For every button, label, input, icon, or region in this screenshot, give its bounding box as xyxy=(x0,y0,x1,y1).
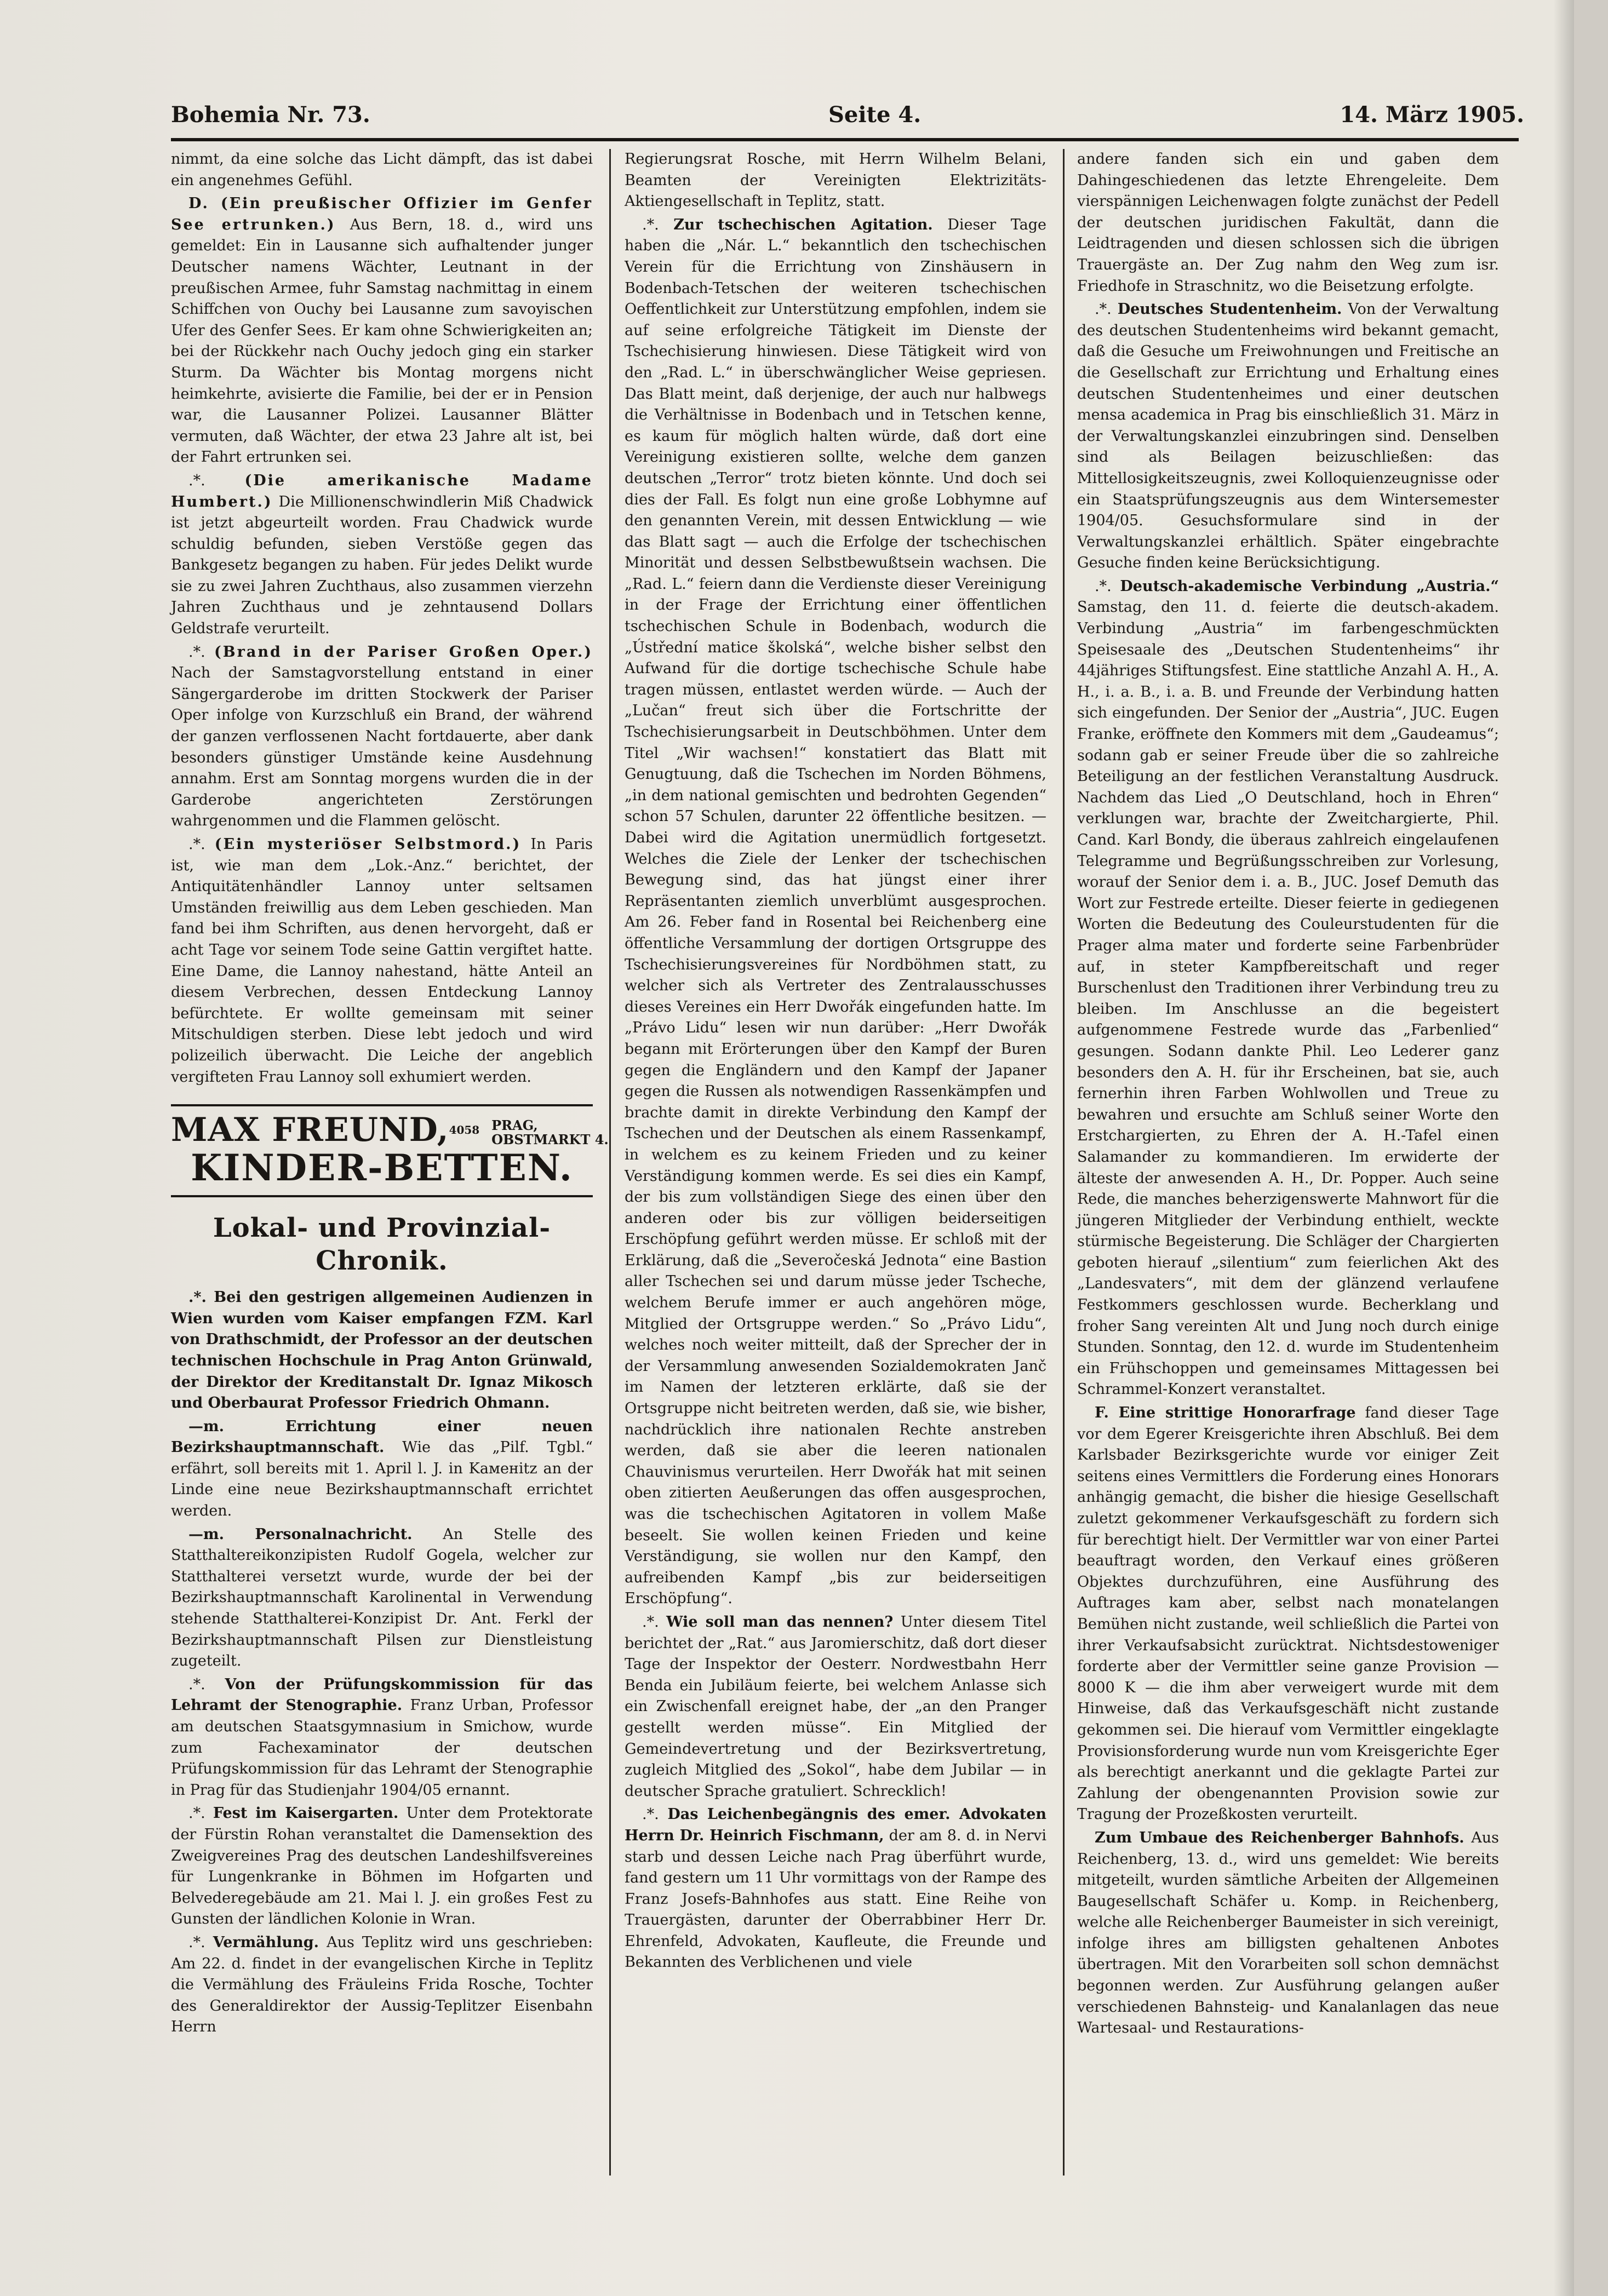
article-audiences: .*. Bei den gestrigen allgemeinen Audienzen in Wien wurden vom Kaiser empfangen FZM. Karl von Drathschmidt, der Professor an der deutschen technischen Hochschule in Prag Anton Grünwald, der Direktor der Kreditanstalt Dr. Ignaz Mikosch und Oberbaurat Professor Friedrich Ohmann. xyxy=(171,1289,593,1412)
column-rule-1 xyxy=(609,149,611,2176)
article-stenography-commission: .*. Von der Prüfungskommission für das Lehramt der Stenographie. Franz Urban, Professor am deutschen Staatsgymnasium in Smichow, wurde zum Fachexaminator der deutschen Prüfungskommission für das Lehramt der Stenographie in Prag für das Studienjahr 1904/05 ernannt. xyxy=(171,1675,593,1799)
article-body: fand dieser Tage vor dem Egerer Kreisgerichte ihren Abschluß. Bei dem Karlsbader Bezirksgerichte wurde vor einiger Zeit seitens eines Vermittlers die Forderung eines Honorars anhängig gemacht, die bisher die hiesige Gesellschaft zuletzt gekommener Verkaufsgeschäft zu fordern sich für berechtigt hielt. Der Vermittler war von einer Partei beauftragt worden, den Verkauf eines größeren Objektes durchzuführen, eine Ausführung des Auftrages kam aber, selbst nach monatelangen Bemühen nicht zustande, weil schließlich die Partei von ihrer Verkaufsabsicht zurücktrat. Nichtsdestoweniger forderte aber der Vermittler seine ganze Provision — 8000 K — die ihm aber verweigert wurde mit dem Hinweise, daß das Verkaufsgeschäft nicht zustande gekommen sei. Die hierauf vom Vermittler eingeklagte Provisionsforderung wurde nun vom Kreisgerichte Eger als berechtigt anerkannt und die geklagte Partei zur Zahlung der obengenannten Provision sowie zur Tragung der Prozeßkosten verurteilt. xyxy=(1077,1404,1500,1823)
article-heading: D. (Ein preußischer Offizier im Genfer See ertrunken.) xyxy=(171,195,593,233)
article-kaisergarten-fest: .*. Fest im Kaisergarten. Unter dem Protektorate der Fürstin Rohan veranstaltet die Damensektion des Zweigvereines Prag des deutschen Landeshilfsvereines für Lungenkranke in Böhmen im Hofgarten und Belvederegebäude am 21. Mai l. J. ein großes Fest zu Gunsten der ländlichen Kolonie in Wran. xyxy=(171,1805,593,1928)
article-body: Unter diesem Titel berichtet der „Rat.“ aus Jaromierschitz, daß dort dieser Tage der Inspektor der Oesterr. Nordwestbahn Herr Benda ein Jubiläum feierte, bei welchem Anlasse sich ein Zwischenfall ereignet habe, der „an den Pranger gestellt werden müsse“. Ein Mitglied der Gemeindevertretung und der Bezirksvertretung, zugleich Mitglied des „Sokol“, habe dem Jubilar — in deutscher Sprache gratuliert. Schrecklich! xyxy=(625,1613,1046,1800)
column-rule-2 xyxy=(1063,149,1065,2176)
article-reichenberg-station xyxy=(1077,1828,1499,2039)
article-czech-agitation: .*. Zur tschechischen Agitation. Dieser Tage haben die „Nár. L.“ bekanntlich den tschechischen Verein für die Errichtung von Zinshäusern in Bodenbach-Tetschen der weiteren tschechischen Oeffentlichkeit zur Unterstützung empfohlen, indem sie auf seine erfolgreiche Tätigkeit im Dienste der Tschechisierung hinwiesen. Diese Tätigkeit wird von den „Rad. L.“ in überschwänglicher Weise gepriesen. Das Blatt meint, daß derjenige, der auch nur halbwegs die Verhältnisse in Bodenbach und in Tetschen kenne, es kaum für möglich halten würde, daß dort eine Vereinigung existieren sollte, welche dem ganzen deutschen „Terror“ trotz bieten könnte. Und doch sei dies der Fall. Es folgt nun eine große Lobhymne auf den genannten Verein, mit dessen Entwicklung — wie das Blatt sagt — auch die Erfolge der tschechischen Minorität und dessen Selbstbewußtsein wachsen. Die „Rad. L.“ feiern dann die Verdienste dieser Vereinigung in der Frage der Errichtung einer öffentlichen tschechischen Schule in Bodenbach, wodurch die „Ústřední matice školská“, welche bisher selbst den Aufwand für die dortige tschechische Schule habe tragen müssen, entlastet werden würde. — Auch der „Lučan“ freut sich über die Fortschritte der Tschechisierungsarbeit in Deutschböhmen. Unter dem Titel „Wir wachsen!“ konstatiert das Blatt mit Genugtuung, daß die Tschechen im Norden Böhmens, „in dem national gemischten und bedrohten Gegenden“ schon 57 Schulen, darunter 22 öffentliche besitzen. — Dabei wird die Agitation unermüdlich fortgesetzt. Welches die Ziele der Lenker der tschechischen Bewegung sind, das hat jüngst einer ihrer Repräsentanten ziemlich unverblümt ausgesprochen. Am 26. Feber fand in Rosental bei Reichenberg eine öffentliche Versammlung der dortigen Ortsgruppe des Tschechisierungsvereines für Nordböhmen statt, zu welcher sich als Vertreter des Zentralausschusses dieses Vereines ein Herr Dwořák eingefunden hatte. Im „Právo Lidu“ lesen wir nun darüber: „Herr Dwořák begann mit Erörterungen über den Kampf der Buren gegen die Engländern und den Kampf der Japaner gegen die Russen als notwendigen Rassenkämpfen und brachte damit in direkte Verbindung den Kampf der Tschechen und der Deutschen als einem Rassenkampf, in welchem es zu keinem Frieden und zu keiner Verständigung kommen werde. Es sei dies ein Kampf, der bis zum vollständigen Siege des einen über den anderen oder bis zur völligen beiderseitigen Erschöpfung geführt werden müsse. Er schloß mit der Erklärung, daß die „Severočeská Jednota“ eine Bastion aller Tschechen sei und darum müsse jeder Tscheche, welchem Berufe immer er auch angehören möge, Mitglied der Ortsgruppe werden.“ So „Právo Lidu“, welches noch weiter mitteilt, daß der Sprecher der in der Versammlung anwesenden Sozialdemokraten Janč im Namen der letzteren erklärte, daß sie der Ortsgruppe nicht beitreten werden, daß sie, wie bisher, nachdrücklich ihre nationalen Rechte anstreben werden, daß sie aber die leeren nationalen Chauvinismus verurteilen. Herr Dwořák hat mit seinen oben zitierten Aeußerungen das offen ausgesprochen, was die tschechischen Agitatoren in vollem Maße beseelt. Sie wollen keinen Frieden und keine Verständigung, sie wollen nur den Kampf, den aufreibenden Kampf „bis zur beiderseitigen Erschöpfung“. xyxy=(625,216,1047,1608)
article-heading: (Brand in der Pariser Großen Oper.) xyxy=(214,643,593,661)
header-rule xyxy=(171,138,1519,141)
section-title-local-chronicle: Lokal- und Provinzial-Chronik. xyxy=(213,1213,551,1277)
article-heading: (Ein mysteriöser Selbstmord.) xyxy=(214,836,522,853)
article-heading: (Die amerikanische Madame Humbert.) xyxy=(171,472,593,510)
article-body: Aus Teplitz wird uns geschrieben: Am 22. d. findet in der evangelischen Kirche in Teplitz die Vermählung des Fräuleins Frida Rosche, Tochter des Generaldirektor der Aussig-Teplitzer Eisenbahn Herrn xyxy=(171,1933,593,2036)
article-mysterious-suicide: .*. (Ein mysteriöser Selbstmord.) In Paris ist, wie man dem „Lok.-Anz.“ berichtet, der Antiquitätenhändler Lannoy unter seltsamen Umständen freiwillig aus dem Leben geschieden. Man fand bei ihm Schriften, aus denen hervorgeht, daß er acht Tage vor seinem Tode seine Gattin vergiftet hatte. Eine Dame, die Lannoy nahestand, hätte Anteil an diesem Verbrechen, dessen Entdeckung Lannoy befürchtete. Er wollte gemeinsam mit seiner Mitschuldigen sterben. Diese lebt jedoch und wird polizeilich überwacht. Die Leiche der angeblich vergifteten Frau Lannoy soll exhumiert werden. xyxy=(171,836,593,1086)
article-heading: Vermählung. xyxy=(213,1933,319,1951)
article-heading: F. Eine strittige Honorarfrage xyxy=(1095,1404,1356,1422)
article-funeral: .*. Das Leichenbegängnis des emer. Advokaten Herrn Dr. Heinrich Fischmann, der am 8. d. in Nervi starb und dessen Leiche nach Prag überführt wurde, fand gestern um 11 Uhr vormittags von der Rampe des Franz Josefs-Bahnhofes aus statt. Eine Reihe von Trauergästen, darunter der Oberrabbiner Herr Dr. Ehrenfeld, Advokaten, Kaufleute, die Freunde und Bekannten des Verblichenen und viele xyxy=(625,1806,1047,1971)
article-body: Aus Bern, 18. d., wird uns gemeldet: Ein in Lausanne sich aufhaltender junger Deutscher namens Wächter, Leutnant in der preußischen Armee, fuhr Samstag nachmittag in einem Schiffchen von Ouchy bei Lausanne zum savoyischen Ufer des Genfer Sees. Er kam ohne Schwierigkeiten an; bei der Rückkehr nach Ouchy jedoch ging ein starker Sturm. Da Wächter bis Montag morgens nicht heimkehrte, avisierte die Familie, bei der er in Pension war, die Lausanner Polizei. Lausanner Blätter vermuten, daß Wächter, der etwa 23 Jahre alt ist, bei der Fahrt ertrunken sei. xyxy=(171,216,593,466)
article-body: Die Millionenschwindlerin Miß Chadwick ist jetzt abgeurteilt worden. Frau Chadwick wurde schuldig befunden, sieben Verstöße gegen das Bankgesetz begangen zu haben. Für jedes Delikt wurde sie zu zwei Jahren Zuchthaus, also zusammen vierzehn Jahren Zuchthaus und je zehntausend Dollars Geldstrafe verurteilt. xyxy=(171,493,593,638)
advertisement-max-freund xyxy=(171,1104,609,1197)
article-heading: Fest im Kaisergarten. xyxy=(213,1805,399,1822)
ad-address-city: PRAG, xyxy=(491,1117,538,1133)
article-heading: Zum Umbaue des Reichenberger Bahnhofs. xyxy=(1095,1829,1464,1846)
page-header xyxy=(171,102,1524,140)
article-body: Wie das „Pilf. Tgbl.“ erfährt, soll bereits mit 1. April l. J. in Kaменitz an der Linde eine neue Bezirkshauptmannschaft errichtet werden. xyxy=(171,1439,593,1520)
scan-border xyxy=(1574,0,1608,2296)
article-what-to-call-it: .*. Wie soll man das nennen? Unter diesem Titel berichtet der „Rat.“ aus Jaromierschitz, daß dort dieser Tage der Inspektor der Oesterr. Nordwestbahn Herr Benda ein Jubiläum feierte, bei welchem Anlasse sich ein Zwischenfall ereignet habe, der „an den Pranger gestellt werden müsse“. Ein Mitglied der Gemeindevertretung und der Bezirksvertretung, zugleich Mitglied des „Sokol“, habe dem Jubilar — in deutscher Sprache gratuliert. Schrecklich! xyxy=(625,1613,1046,1800)
ad-number: 4058 xyxy=(449,1123,480,1137)
article-austria-fraternity: .*. Deutsch-akademische Verbindung „Austria.“ Samstag, den 11. d. feierte die deutsch-akadem. Verbindung „Austria“ im farbengeschmückten Speisesaale des „Deutschen Studentenheims“ ihr 44jähriges Stiftungsfest. Eine stattliche Anzahl A. H., A. H., i. a. B., i. a. B. und Freunde der Verbindung hatten sich eingefunden. Der Senior der „Austria“, JUC. Eugen Franke, eröffnete den Kommers mit dem „Gaudeamus“; sodann gab er seiner Freude über die so zahlreiche Beteiligung an der festlichen Veranstaltung Ausdruck. Nachdem das Lied „O Deutschland, hoch in Ehren“ verklungen war, brachte der Zweitchargierte, Phil. Cand. Karl Bondy, die überaus zahlreich eingelaufenen Telegramme und Begrüßungsschreiben zur Vorlesung, worauf der Senior dem i. a. B., JUC. Josef Demuth das Wort zur Festrede erteilte. Dieser feierte in gediegenen Worten die Bedeutung des Couleurstudenten für die Prager alma mater und forderte seine Farbenbrüder auf, in steter Kampfbereitschaft und reger Burschenlust den Traditionen ihrer Verbindung treu zu bleiben. Im Anschlusse an die begeistert aufgenommene Festrede wurde das „Farbenlied“ gesungen. Sodann dankte Phil. Leo Lederer ganz besonders den A. H. für ihr Erscheinen, bat sie, auch fernerhin ihren Farben Wohlwollen und Treue zu bewahren und ersuchte am Schluß seiner Worte den Erstchargierten, zu Ehren der A. H.-Tafel einen Salamander zu kommandieren. Im erwiderte der älteste der anwesenden A. H., Dr. Popper. Auch seine Rede, die manches beherzigenswerte Mahnwort für die jüngeren Mitglieder der Verbindung enthielt, weckte stürmische Begeisterung. Die Schläger der Chargierten geboten hierauf „silentium“ zum feierlichen Akt des „Landesvaters“, mit dem der glänzend verlaufene Festkommers geschlossen wurde. Becherklang und froher Sang vereinten Alt und Jung noch durch einige Stunden. Sonntag, den 12. d. wurde im Studentenheim ein Frühschoppen und gemeinsames Mittagessen bei Schrammel-Konzert veranstaltet. xyxy=(1077,577,1499,1398)
article-student-home: .*. Deutsches Studentenheim. Von der Verwaltung des deutschen Studentenheims wird bekannt gemacht, daß die Gesuche um Freiwohnungen und Freitische an die Gesellschaft zur Errichtung und Erhaltung eines deutschen Studentenheimes und einer deutschen mensa academica in Prag bis einschließlich 31. März in der Verwaltungskanzlei einzubringen sind. Denselben sind als Beilagen beizuschließen: das Mittellosigkeitszeugnis, zwei Kolloquienzeugnisse oder ein Staatsprüfungszeugnis aus dem Wintersemester 1904/05. Gesuchsformulare sind in der Verwaltungskanzlei erhältlich. Später eingebrachte Gesuche finden keine Berücksichtigung. xyxy=(1077,301,1499,572)
article-body: Samstag, den 11. d. feierte die deutsch-akadem. Verbindung „Austria“ im farbengeschmückten Speisesaale des „Deutschen Studentenheims“ ihr 44jähriges Stiftungsfest. Eine stattliche Anzahl A. H., A. H., i. a. B., i. a. B. und Freunde der Verbindung hatten sich eingefunden. Der Senior der „Austria“, JUC. Eugen Franke, eröffnete den Kommers mit dem „Gaudeamus“; sodann gab er seiner Freude über die so zahlreiche Beteiligung an der festlichen Veranstaltung Ausdruck. Nachdem das Lied „O Deutschland, hoch in Ehren“ verklungen war, brachte der Zweitchargierte, Phil. Cand. Karl Bondy, die überaus zahlreich eingelaufenen Telegramme und Begrüßungsschreiben zur Vorlesung, worauf der Senior dem i. a. B., JUC. Josef Demuth das Wort zur Festrede erteilte. Dieser feierte in gediegenen Worten die Bedeutung des Couleurstudenten für die Prager alma mater und forderte seine Farbenbrüder auf, in steter Kampfbereitschaft und reger Burschenlust den Traditionen ihrer Verbindung treu zu bleiben. Im Anschlusse an die begeistert aufgenommene Festrede wurde das „Farbenlied“ gesungen. Sodann dankte Phil. Leo Lederer ganz besonders den A. H. für ihr Erscheinen, bat sie, auch fernerhin ihren Farben Wohlwollen und Treue zu bewahren und ersuchte am Schluß seiner Worte den Erstchargierten, zu Ehren der A. H.-Tafel einen Salamander zu kommandieren. Im erwiderte der älteste der anwesenden A. H., Dr. Popper. Auch seine Rede, die manches beherzigenswerte Mahnwort für die jüngeren Mitglieder der Verbindung enthielt, weckte stürmische Begeisterung. Die Schläger der Chargierten geboten hierauf „silentium“ zum feierlichen Akt des „Landesvaters“, mit dem der glänzend verlaufene Festkommers geschlossen wurde. Becherklang und froher Sang vereinten Alt und Jung noch durch einige Stunden. Sonntag, den 12. d. wurde im Studentenheim ein Frühschoppen und gemeinsames Mittagessen bei Schrammel-Konzert veranstaltet. xyxy=(1077,599,1499,1398)
ad-product: KINDER-BETTEN. xyxy=(191,1146,573,1190)
article-prussian-officer xyxy=(171,193,593,468)
header-date: 14. März 1905. xyxy=(1340,102,1524,128)
article-continuation: andere fanden sich ein und gaben dem Dahingeschiedenen das letzte Ehrengeleite. Dem vierspännigen Leichenwagen folgte zunächst der Pedell der deutschen juridischen Fakultät, dann die Leidtragenden und diesen schlossen sich die übrigen Trauergäste an. Der Zug nahm den Weg zum isr. Friedhofe in Straschnitz, wo die Beisetzung erfolgte. xyxy=(1077,151,1499,295)
article-body: An Stelle des Statthaltereikonzipisten Rudolf Gogela, welcher zur Statthalterei versetzt wurde, wurde der bei der Bezirkshauptmannschaft Karolinental in Verwendung stehende Statthalterei-Konzipist Dr. Ant. Ferkl der Bezirkshauptmannschaft Pilsen zur Dienstleistung zugeteilt. xyxy=(171,1525,593,1670)
article-heading: Wie soll man das nennen? xyxy=(666,1613,894,1631)
article-body: Bei den gestrigen allgemeinen Audienzen in Wien wurden vom Kaiser empfangen FZM. Karl von Drathschmidt, der Professor an der deutschen technischen Hochschule in Prag Anton Grünwald, der Direktor der Kreditanstalt Dr. Ignaz Mikosch und Oberbaurat Professor Friedrich Ohmann. xyxy=(171,1289,593,1412)
column-3 xyxy=(1077,149,1499,2176)
ad-address xyxy=(491,1118,609,1147)
ad-advertiser-name: MAX FREUND, xyxy=(171,1111,449,1150)
article-body: Unter dem Protektorate der Fürstin Rohan veranstaltet die Damensektion des Zweigvereines Prag des deutschen Landeshilfsvereines für Lungenkranke in Böhmen im Hofgarten und Belvederegebäude am 21. Mai l. J. ein großes Fest zu Gunsten der ländlichen Kolonie in Wran. xyxy=(171,1805,593,1928)
article-madame-humbert: .*. (Die amerikanische Madame Humbert.) Die Millionenschwindlerin Miß Chadwick ist jetzt abgeurteilt worden. Frau Chadwick wurde schuldig befunden, sieben Verstöße gegen das Bankgesetz begangen zu haben. Für jedes Delikt wurde sie zu zwei Jahren Zuchthaus, also zusammen vierzehn Jahren Zuchthaus und je zehntausend Dollars Geldstrafe verurteilt. xyxy=(171,472,593,638)
article-heading: Zur tschechischen Agitation. xyxy=(673,216,933,233)
article-district-office xyxy=(171,1416,593,1522)
page-edge-shadow xyxy=(1553,0,1574,2296)
article-fee-dispute xyxy=(1077,1403,1499,1826)
article-body: Dieser Tage haben die „Nár. L.“ bekanntlich den tschechischen Verein für die Errichtung von Zinshäusern in Bodenbach-Tetschen der weiteren tschechischen Oeffentlichkeit zur Unterstützung empfohlen, indem sie auf seine erfolgreiche Tätigkeit im Dienste der Tschechisierung hinwiesen. Diese Tätigkeit wird von den „Rad. L.“ in überschwänglicher Weise gepriesen. Das Blatt meint, daß derjenige, der auch nur halbwegs die Verhältnisse in Bodenbach und in Tetschen kenne, es kaum für möglich halten würde, daß dort eine Vereinigung existieren sollte, welche dem ganzen deutschen „Terror“ trotz bieten könnte. Und doch sei dies der Fall. Es folgt nun eine große Lobhymne auf den genannten Verein, mit dessen Entwicklung — wie das Blatt sagt — auch die Erfolge der tschechischen Minorität und dessen Selbstbewußtsein wachsen. Die „Rad. L.“ feiern dann die Verdienste dieser Vereinigung in der Frage der Errichtung einer öffentlichen tschechischen Schule in Bodenbach, wodurch die „Ústřední matice školská“, welche bisher selbst den Aufwand für die dortige tschechische Schule habe tragen müssen, entlastet werden würde. — Auch der „Lučan“ freut sich über die Fortschritte der Tschechisierungsarbeit in Deutschböhmen. Unter dem Titel „Wir wachsen!“ konstatiert das Blatt mit Genugtuung, daß die Tschechen im Norden Böhmens, „in dem national gemischten und bedrohten Gegenden“ schon 57 Schulen, darunter 22 öffentliche besitzen. — Dabei wird die Agitation unermüdlich fortgesetzt. Welches die Ziele der Lenker der tschechischen Bewegung sind, das hat jüngst einer ihrer Repräsentanten ziemlich unverblümt ausgesprochen. Am 26. Feber fand in Rosental bei Reichenberg eine öffentliche Versammlung der dortigen Ortsgruppe des Tschechisierungsvereines für Nordböhmen statt, zu welcher sich als Vertreter des Zentralausschusses dieses Vereines ein Herr Dwořák eingefunden hatte. Im „Právo Lidu“ lesen wir nun darüber: „Herr Dwořák begann mit Erörterungen über den Kampf der Buren gegen die Engländern und den Kampf der Japaner gegen die Russen als notwendigen Rassenkämpfen und brachte damit in direkte Verbindung den Kampf der Tschechen und der Deutschen als einem Rassenkampf, in welchem es zu keinem Frieden und zu keiner Verständigung kommen werde. Es sei dies ein Kampf, der bis zum vollständigen Siege des einen über den anderen oder bis zur völligen beiderseitigen Erschöpfung geführt werden müsse. Er schloß mit der Erklärung, daß die „Severočeská Jednota“ eine Bastion aller Tschechen sei und darum müsse jeder Tscheche, welchem Berufe immer er auch angehören möge, Mitglied der Ortsgruppe werden.“ So „Právo Lidu“, welches noch weiter mitteilt, daß der Sprecher der in der Versammlung anwesenden Sozialdemokraten Janč im Namen der letzteren erklärte, daß sie der Ortsgruppe nicht beitreten werden, daß sie, wie bisher, nachdrücklich ihre nationalen Rechte anstreben werden, daß sie aber die leeren nationalen Chauvinismus verurteilen. Herr Dwořák hat mit seinen oben zitierten Aeußerungen das offen ausgesprochen, was die tschechischen Agitatoren in vollem Maße beseelt. Sie wollen keinen Frieden und keine Verständigung, sie wollen nur den Kampf, den aufreibenden Kampf „bis zur beiderseitigen Erschöpfung“. xyxy=(625,216,1047,1608)
column-1 xyxy=(171,149,609,2176)
article-continuation: Regierungsrat Rosche, mit Herrn Wilhelm Belani, Beamten der Vereinigten Elektrizitäts-Aktiengesellschaft in Teplitz, statt. xyxy=(625,151,1046,210)
article-body: Aus Reichenberg, 13. d., wird uns gemeldet: Wie bereits mitgeteilt, wurden sämtliche Arbeiten der Allgemeinen Baugesellschaft Schäfer u. Komp. in Reichenberg, welche alle Reichenberger Baumeister in sich vereinigt, infolge ihres am billigsten gehaltenen Anbotes übertragen. Mit den Vorarbeiten soll schon demnächst begonnen werden. Zur Ausführung gelangen außer verschiedenen Bahnsteig- und Kanalanlagen das neue Wartesaal- und Restaurations- xyxy=(1077,1829,1499,2037)
article-heading: Deutsches Studentenheim. xyxy=(1117,301,1342,318)
article-paris-opera-fire: .*. (Brand in der Pariser Großen Oper.) Nach der Samstagvorstellung entstand in einer Sängergarderobe im dritten Stockwerk der Pariser Oper infolge von Kurzschluß ein Brand, der während der ganzen verflossenen Nacht fortdauerte, aber dank besonders günstiger Umstände keine Ausdehnung annahm. Erst am Sonntag morgens wurden die in der Garderobe angerichteten Zerstörungen wahrgenommen und die Flammen gelöscht. xyxy=(171,643,593,830)
article-body: Von der Verwaltung des deutschen Studentenheims wird bekannt gemacht, daß die Gesuche um Freiwohnungen und Freitische an die Gesellschaft zur Errichtung und Erhaltung eines deutschen Studentenheimes und einer deutschen mensa academica in Prag bis einschließlich 31. März in der Verwaltungskanzlei einzubringen sind. Denselben sind als Beilagen beizuschließen: das Mittellosigkeitszeugnis, zwei Kolloquienzeugnisse oder ein Staatsprüfungszeugnis aus dem Wintersemester 1904/05. Gesuchsformulare sind in der Verwaltungskanzlei erhältlich. Später eingebrachte Gesuche finden keine Berücksichtigung. xyxy=(1077,301,1499,572)
column-2 xyxy=(625,149,1046,2176)
article-body: Franz Urban, Professor am deutschen Staatsgymnasium in Smichow, wurde zum Fachexaminator der deutschen Prüfungskommission für das Lehramt der Stenographie in Prag für das Studienjahr 1904/05 ernannt. xyxy=(171,1697,593,1799)
ad-address-street: OBSTMARKT 4. xyxy=(491,1131,609,1147)
header-newspaper-issue: Bohemia Nr. 73. xyxy=(171,102,370,128)
article-continuation: nimmt, da eine solche das Licht dämpft, das ist dabei ein angenehmes Gefühl. xyxy=(171,151,593,189)
article-heading: —m. Errichtung einer neuen Bezirkshauptmannschaft. xyxy=(171,1417,593,1456)
article-body: In Paris ist, wie man dem „Lok.-Anz.“ berichtet, der Antiquitätenhändler Lannoy unter seltsamen Umständen freiwillig aus dem Leben geschieden. Man fand bei ihm Schriften, aus denen hervorgeht, daß er acht Tage vor seinem Tode seine Gattin vergiftet hatte. Eine Dame, die Lannoy nahestand, hätte Anteil an diesem Verbrechen, dessen Entdeckung Lannoy befürchtete. Er wollte gemeinsam mit seiner Mitschuldigen sterben. Diese lebt jedoch und wird polizeilich überwacht. Die Leiche der angeblich vergifteten Frau Lannoy soll exhumiert werden. xyxy=(171,836,593,1086)
article-heading: Das Leichenbegängnis des emer. Advokaten Herrn Dr. Heinrich Fischmann, xyxy=(625,1806,1047,1844)
article-body: der am 8. d. in Nervi starb und dessen Leiche nach Prag überführt wurde, fand gestern um 11 Uhr vormittags von der Rampe des Franz Josefs-Bahnhofes aus statt. Eine Reihe von Trauergästen, darunter der Oberrabbiner Herr Dr. Ehrenfeld, Advokaten, Kaufleute, die Freunde und Bekannten des Verblichenen und viele xyxy=(625,1827,1046,1971)
article-heading: —m. Personalnachricht. xyxy=(188,1525,413,1543)
header-page-number: Seite 4. xyxy=(828,102,922,128)
article-personnel-news xyxy=(171,1524,593,1672)
article-heading: Von der Prüfungskommission für das Lehramt der Stenographie. xyxy=(171,1675,593,1714)
article-heading: Deutsch-akademische Verbindung „Austria.“ xyxy=(1120,577,1499,595)
ad-advertiser-line xyxy=(171,1111,609,1150)
article-wedding: .*. Vermählung. Aus Teplitz wird uns geschrieben: Am 22. d. findet in der evangelischen Kirche in Teplitz die Vermählung des Fräuleins Frida Rosche, Tochter des Generaldirektor der Aussig-Teplitzer Eisenbahn Herrn xyxy=(171,1933,593,2036)
article-body: Nach der Samstagvorstellung entstand in einer Sängergarderobe im dritten Stockwerk der Pariser Oper infolge von Kurzschluß ein Brand, der während der ganzen verflossenen Nacht fortdauerte, aber dank besonders günstiger Umstände keine Ausdehnung annahm. Erst am Sonntag morgens wurden die in der Garderobe angerichteten Zerstörungen wahrgenommen und die Flammen gelöscht. xyxy=(171,664,593,830)
